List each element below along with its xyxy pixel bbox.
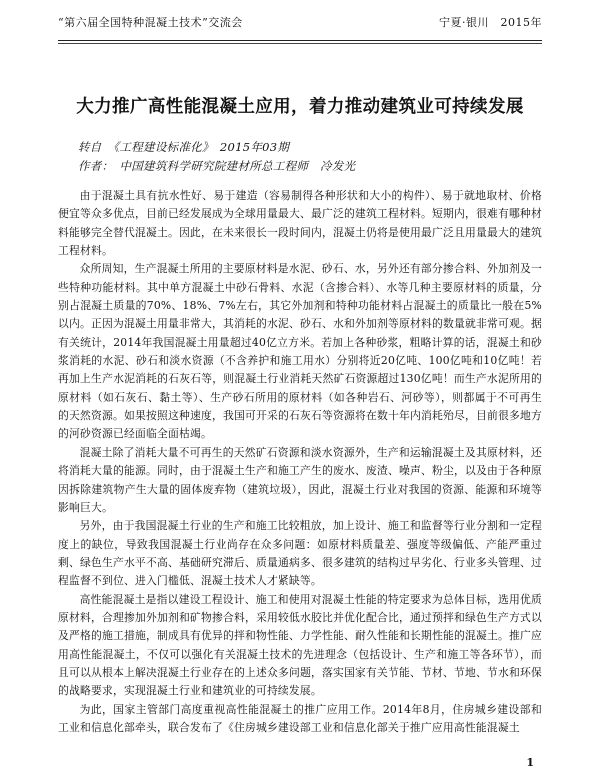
venue-year: 宁夏·银川 2015年 <box>439 16 542 29</box>
paragraph: 另外，由于我国混凝土行业的生产和施工比较粗放，加上设计、施工和监督等行业分割和一定程度上的缺位，导致我国混凝土行业尚存在众多问题：如原材料质量差、强度等级偏低、产能严重过剩、绿色生产水平不高、基础研究滞后、质量通病多、很多建筑的结构过早劣化、行业多头管理、过程监督不到位、进入门槛低、混凝土技术人才紧缺等。 <box>58 519 542 588</box>
paragraph: 混凝土除了消耗大量不可再生的天然矿石资源和淡水资源外，生产和运输混凝土及其原材料，还将消耗大量的能源。同时，由于混凝土生产和施工产生的废水、废渣、噪声、粉尘，以及由于各种原因拆除建筑物产生大量的固体废弃物（建筑垃圾），因此，混凝土行业对我国的资源、能源和环境等影响巨大。 <box>58 445 542 514</box>
article-source: 转自 《工程建设标准化》 2015年03期 <box>78 140 290 154</box>
running-header <box>58 14 542 36</box>
header-divider-thin <box>58 43 542 44</box>
article-author: 作者： 中国建筑科学研究院建材所总工程师 冷发光 <box>78 159 356 173</box>
paragraph: 高性能混凝土是指以建设工程设计、施工和使用对混凝土性能的特定要求为总体目标，选用优质原材料，合理掺加外加剂和矿物掺合料，采用较低水胶比并优化配合比，通过预拌和绿色生产方式以及严格的施工措施，制成具有优异的拌和物性能、力学性能、耐久性能和长期性能的混凝土。推广应用高性能混凝土，不仅可以强化有关混凝土技术的先进理念（包括设计、生产和施工等各环节），而且可以从根本上解决混凝土行业存在的上述众多问题，落实国家有关节能、节材、节地、节水和环保的战略要求，实现混凝土行业和建筑业的可持续发展。 <box>58 592 542 698</box>
paragraph: 由于混凝土具有抗水性好、易于建造（容易制得各种形状和大小的构件）、易于就地取材、价格便宜等众多优点，目前已经发展成为全球用量最大、最广泛的建筑工程材料。短期内，很难有哪种材料能够完全替代混凝土。因此，在未来很长一段时间内，混凝土仍将是使用最广泛且用量最大的建筑工程材料。 <box>58 189 542 258</box>
header-divider <box>58 40 542 41</box>
page-number: 1 <box>526 756 534 769</box>
article-title: 大力推广高性能混凝土应用，着力推动建筑业可持续发展 <box>76 97 524 117</box>
paragraph: 众所周知，生产混凝土所用的主要原材料是水泥、砂石、水，另外还有部分掺合料、外加剂及一些特种功能材料。其中单方混凝土中砂石骨料、水泥（含掺合料）、水等几种主要原材料的质量，分别占混凝土质量的70%、18%、7%左右，其它外加剂和特种功能材料占混凝土的质量比一般在5%以内。正因为混凝土用量非常大，其消耗的水泥、砂石、水和外加剂等原材料的数量就非常可观。据有关统计，2014年我国混凝土用量超过40亿立方米。若加上各种砂浆，粗略计算的话，混凝土和砂浆消耗的水泥、砂石和淡水资源（不含养护和施工用水）分别将近20亿吨、100亿吨和10亿吨！若再加上生产水泥消耗的石灰石等，则混凝土行业消耗天然矿石资源超过130亿吨！而生产水泥所用的原材料（如石灰石、黏土等）、生产砂石所用的原材料（如各种岩石、河砂等），则都属于不可再生的天然资源。如果按照这种速度，我国可开采的石灰石等资源将在数十年内消耗殆尽，目前很多地方的河砂资源已经面临全面枯竭。 <box>58 262 542 441</box>
paragraph: 为此，国家主管部门高度重视高性能混凝土的推广应用工作。2014年8月，住房城乡建设部和工业和信息化部牵头，联合发布了《住房城乡建设部工业和信息化部关于推广应用高性能混凝土 <box>58 702 542 734</box>
article-body <box>58 187 542 737</box>
conference-name: “第六届全国特种混凝土技术”交流会 <box>58 16 243 29</box>
